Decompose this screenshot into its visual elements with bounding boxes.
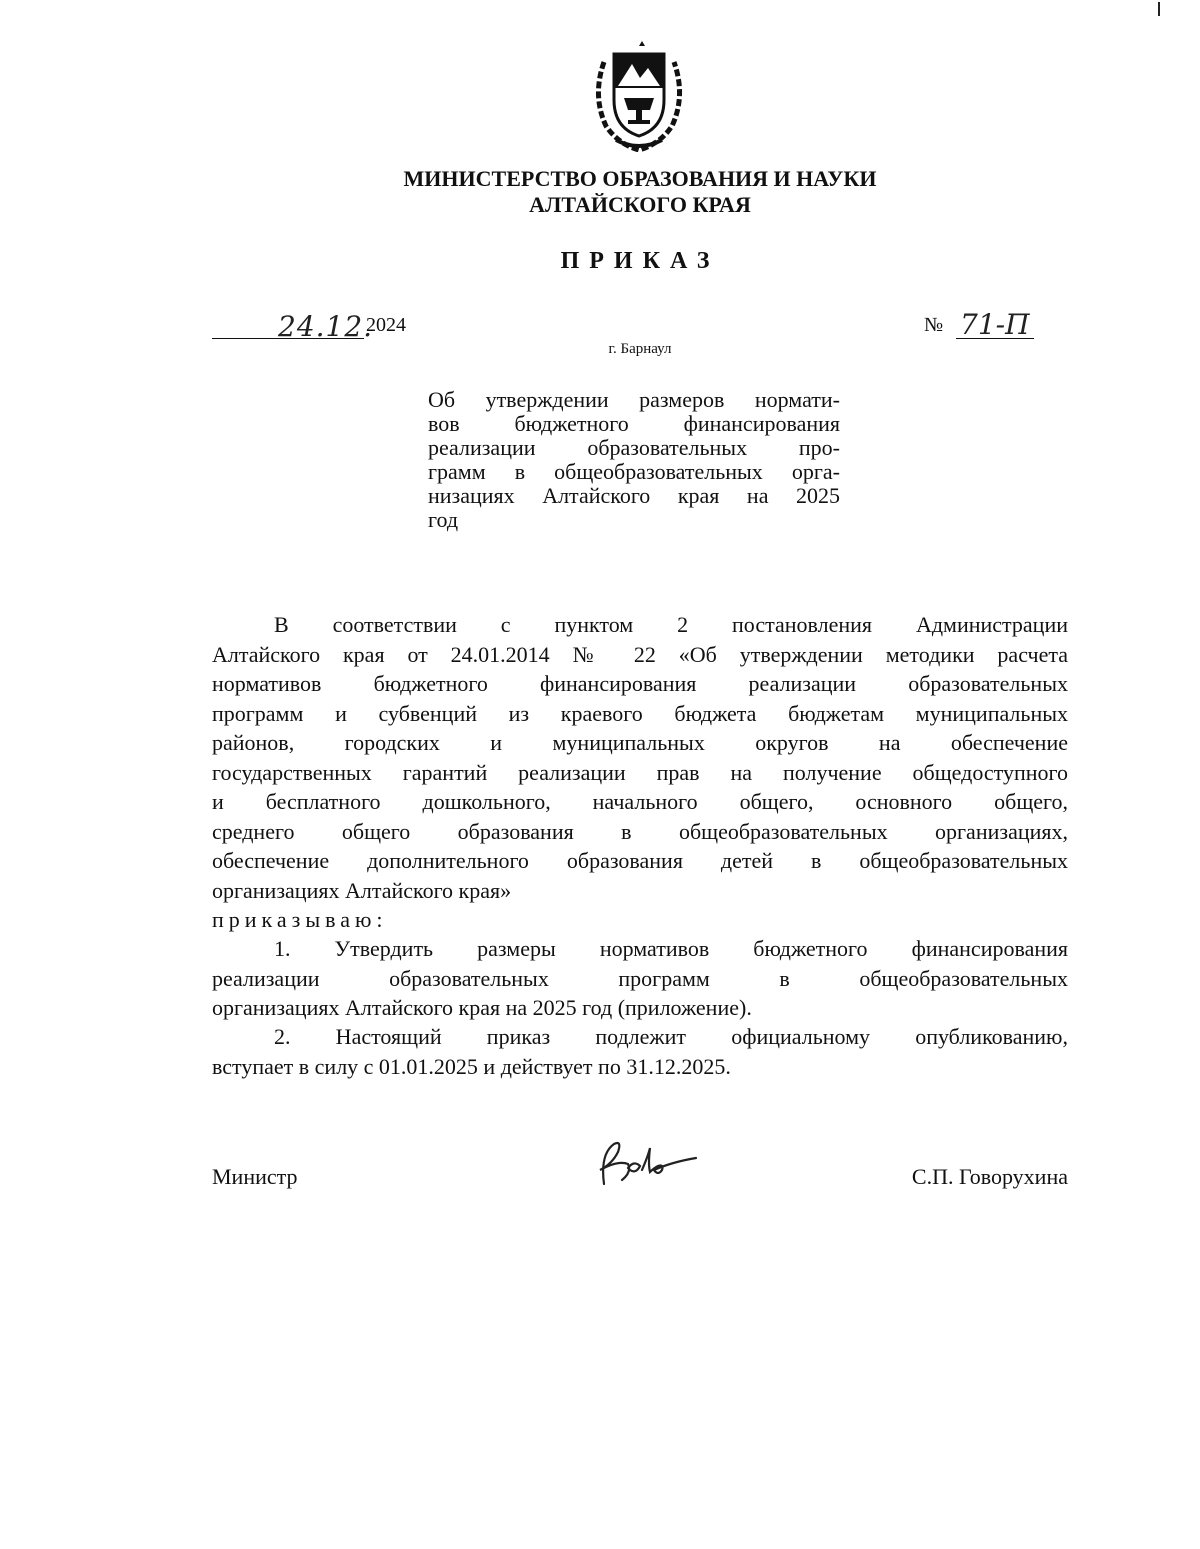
number-sign: № — [924, 314, 944, 336]
subject-line: грамм в общеобразовательных орга- — [428, 459, 840, 484]
date-year: 2024 — [366, 314, 406, 336]
ministry-name-line2: АЛТАЙСКОГО КРАЯ — [529, 192, 751, 217]
preamble-line: Алтайского края от 24.01.2014 № 22 «Об утверждении методики расчета — [212, 641, 1068, 667]
document-type-title: ПРИКАЗ — [560, 248, 720, 274]
subject-line: год — [428, 507, 459, 532]
item-line: 2. Настоящий приказ подлежит официальному опубликованию, — [274, 1024, 1068, 1049]
handwritten-date: 24.12. — [278, 310, 374, 343]
signatory-title: Министр — [212, 1164, 298, 1189]
scan-mark — [1158, 2, 1160, 16]
order-word: приказываю: — [212, 907, 388, 932]
item-line: вступает в силу с 01.01.2025 и действует по 31.12.2025. — [212, 1053, 731, 1079]
city-name: г. Барнаул — [608, 341, 672, 357]
handwritten-signature — [592, 1134, 704, 1192]
order-subject — [428, 385, 840, 532]
ministry-name-line1: МИНИСТЕРСТВО ОБРАЗОВАНИЯ И НАУКИ — [403, 166, 877, 191]
item-line: организациях Алтайского края на 2025 год (приложение). — [212, 995, 752, 1020]
order-item-1 — [212, 934, 1068, 1023]
subject-line: реализации образовательных про- — [428, 435, 840, 460]
item-line: 1. Утвердить размеры нормативов бюджетного финансирования — [274, 936, 1068, 961]
order-item-2 — [212, 1022, 1068, 1081]
preamble-line: районов, городских и муниципальных округов на обеспечение — [212, 730, 1068, 755]
subject-line: Об утверждении размеров нормати- — [428, 387, 840, 412]
preamble-line: и бесплатного дошкольного, начального общего, основного общего, — [212, 789, 1068, 814]
preamble-line: обеспечение дополнительного образования детей в общеобразовательных — [212, 848, 1068, 873]
subject-line: низациях Алтайского края на 2025 — [428, 483, 840, 508]
handwritten-order-number: 71-П — [960, 308, 1030, 341]
signatory-name: С.П. Говорухина — [911, 1164, 1068, 1189]
preamble-line: государственных гарантий реализации прав на получение общедоступного — [212, 759, 1068, 785]
item-line: реализации образовательных программ в общеобразовательных — [212, 965, 1068, 991]
preamble-line: программ и субвенций из краевого бюджета бюджетам муниципальных — [212, 700, 1068, 726]
preamble-line: нормативов бюджетного финансирования реализации образовательных — [212, 671, 1068, 696]
preamble-line: среднего общего образования в общеобразовательных организациях, — [212, 818, 1068, 844]
preamble-paragraph — [212, 610, 1068, 935]
coat-of-arms-emblem — [584, 40, 694, 152]
subject-line: вов бюджетного финансирования — [428, 411, 840, 436]
preamble-line: организациях Алтайского края» — [212, 877, 512, 903]
preamble-line: В соответствии с пунктом 2 постановления Администрации — [274, 612, 1068, 637]
